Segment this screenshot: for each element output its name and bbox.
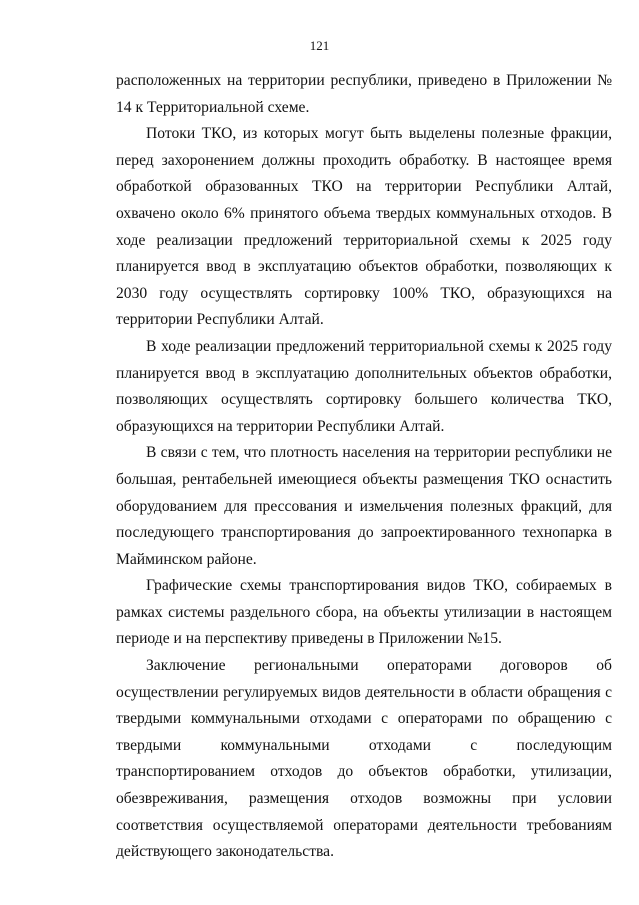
- paragraph-tko-processing: Потоки ТКО, из которых могут быть выделены полезные фракции, перед захоронением должны проходить обработку. В настоящее время обработкой образованных ТКО на территории Республики Алтай, охвачено около 6% принятого объема твердых коммунальных отходов. В ходе реализации предложений территориальной схемы к 2025 году планируется ввод в эксплуатацию объектов обработки, позволяющих к 2030 году осуществлять сортировку 100% ТКО, образующихся на территории Республики Алтай.: [116, 125, 612, 329]
- paragraph-graphic-schemes: Графические схемы транспортирования видов ТКО, собираемых в рамках системы раздельного сбора, на объекты утилизации в настоящем периоде и на перспективу приведены в Приложении №15.: [116, 577, 612, 648]
- paragraph-contracts: Заключение региональными операторами договоров об осуществлении регулируемых видов деятельности в области обращения с твердыми коммунальными отходами с операторами по обращению с твердыми коммунальными отходами с последующим транспортированием отходов до объектов обработки, утилизации, обезвреживания, размещения отходов возможны при условии соответствия осуществляемой операторами деятельности требованиям действующего законодательства.: [116, 657, 612, 861]
- page-number: 121: [309, 38, 330, 53]
- paragraph-population-density: В связи с тем, что плотность населения на территории республики не большая, рентабельней имеющиеся объекты размещения ТКО оснастить оборудованием для прессования и измельчения полезных фракций, для последующего транспортирования до запроектированного технопарка в Майминском районе.: [116, 444, 612, 568]
- body-text: [116, 68, 612, 866]
- paragraph-additional-facilities: В ходе реализации предложений территориальной схемы к 2025 году планируется ввод в эксплуатацию дополнительных объектов обработки, позволяющих осуществлять сортировку большего количества ТКО, образующихся на территории Республики Алтай.: [116, 337, 612, 435]
- paragraph-continuation: расположенных на территории республики, приведено в Приложении № 14 к Территориальной схеме.: [116, 72, 612, 116]
